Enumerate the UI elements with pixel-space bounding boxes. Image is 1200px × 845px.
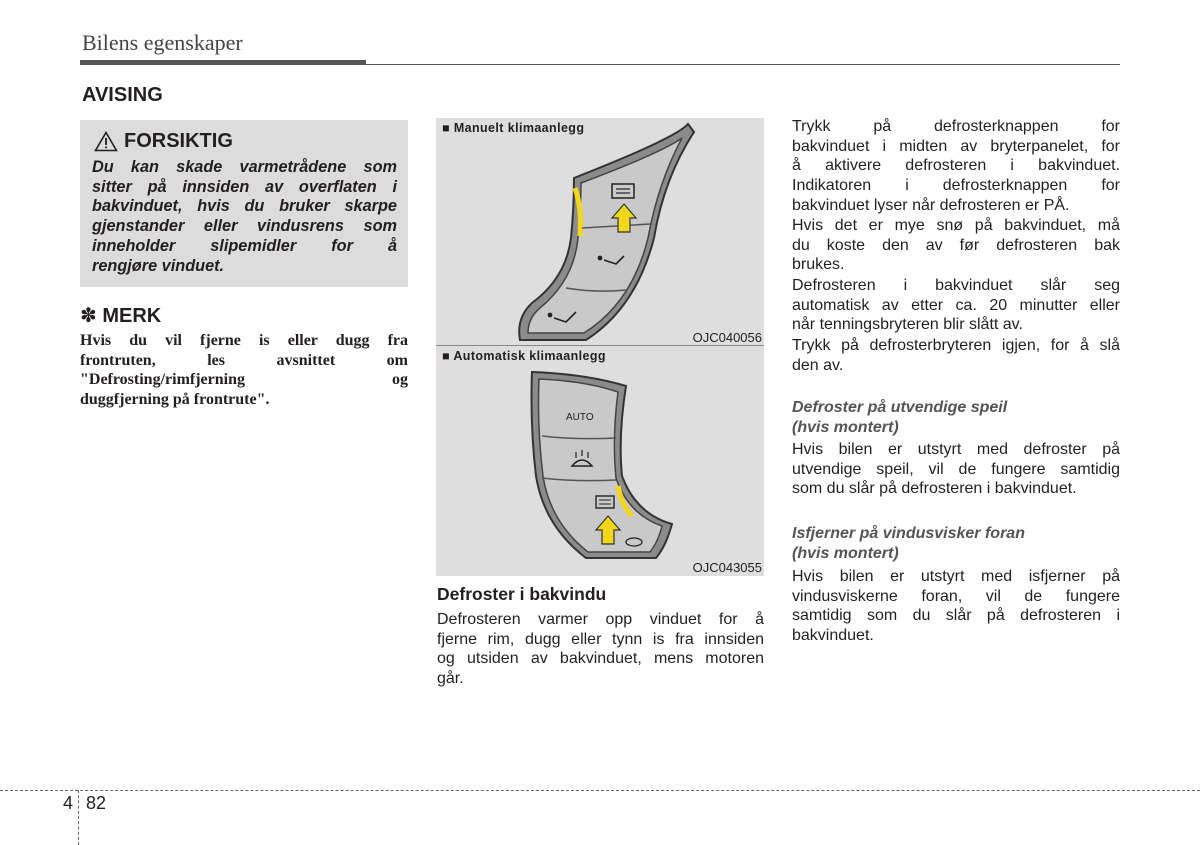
text-line: bakvinduet. xyxy=(792,627,874,645)
rear-defroster-text xyxy=(437,610,764,688)
text-line: Trykk på defrosterknappen for xyxy=(792,118,1120,135)
text-line: Hvis bilen er utstyrt med defroster på xyxy=(792,441,1120,458)
caution-line: Du kan skade varmetrådene som xyxy=(92,158,397,176)
mirror-defroster-heading xyxy=(792,398,1120,437)
caution-title: FORSIKTIG xyxy=(124,130,233,152)
wiper-deicer-text xyxy=(792,567,1120,646)
text-line: Hvis bilen er utstyrt med isfjerner på xyxy=(792,568,1120,585)
text-line: bakvinduet i midten av bryterpanelet, for xyxy=(792,137,1120,155)
text-line: Hvis det er mye snø på bakvinduet, må xyxy=(792,217,1120,234)
text-line: utvendige speil, vil de fungere samtidig xyxy=(792,460,1120,478)
text-line: fjerne rim, dugg eller tynn is fra innsiden xyxy=(437,630,764,648)
right-paragraph-4 xyxy=(792,336,1120,375)
text-line: Defroster på utvendige speil xyxy=(792,399,1008,416)
figure-automatic-climate xyxy=(436,346,764,576)
text-line: Defrosteren varmer opp vinduet for å xyxy=(437,611,764,628)
chapter-number: 4 xyxy=(63,793,74,813)
text-line: du koste den av før defrosteren bak xyxy=(792,236,1120,254)
text-line: (hvis montert) xyxy=(792,418,899,436)
auto-button-label: AUTO xyxy=(566,412,594,423)
text-line: Trykk på defrosterbryteren igjen, for å slå xyxy=(792,337,1120,354)
header-rule-thin xyxy=(366,64,1120,65)
caution-line: gjenstander eller vindusrens som xyxy=(92,217,397,236)
figure-caption: ■ Automatisk klimaanlegg xyxy=(442,349,606,363)
figure-manual-climate xyxy=(436,118,764,346)
text-line: (hvis montert) xyxy=(792,544,899,562)
footer-divider xyxy=(78,790,79,845)
note-line: "Defrosting/rimfjerning og xyxy=(80,371,408,388)
mirror-defroster-text xyxy=(792,440,1120,499)
caution-line: sitter på innsiden av overflaten i xyxy=(92,177,397,196)
note-heading: ✽ MERK xyxy=(80,305,162,327)
manual-switch-panel-illustration xyxy=(436,118,764,346)
section-heading: AVISING xyxy=(82,84,163,106)
text-line: Indikatoren i defrosterknappen for xyxy=(792,177,1120,195)
note-text xyxy=(80,331,408,409)
right-paragraph-3 xyxy=(792,276,1120,335)
figure-code: OJC040056 xyxy=(692,330,762,345)
caution-title-row xyxy=(94,130,233,153)
right-paragraph-1 xyxy=(792,117,1120,216)
text-line: og utsiden av bakvinduet, mens motoren xyxy=(437,650,764,667)
caution-line: inneholder slipemidler for å xyxy=(92,236,397,255)
rear-defroster-heading: Defroster i bakvindu xyxy=(437,584,607,604)
text-line: den av. xyxy=(792,356,844,374)
text-line: automatisk av etter ca. 20 minutter eller xyxy=(792,296,1120,314)
text-line: samtidig som du slår på defrosteren i xyxy=(792,607,1120,625)
text-line: går. xyxy=(437,669,464,687)
figure-code: OJC043055 xyxy=(692,560,762,575)
text-line: Isfjerner på vindusvisker foran xyxy=(792,525,1025,542)
right-paragraph-2 xyxy=(792,216,1120,275)
chapter-title: Bilens egenskaper xyxy=(82,30,243,55)
text-line: brukes. xyxy=(792,256,845,274)
text-line: som du slår på defrosteren i bakvinduet. xyxy=(792,480,1077,498)
note-line: Hvis du vil fjerne is eller dugg fra xyxy=(80,332,408,349)
text-line: bakvinduet lyser når defrosteren er PÅ. xyxy=(792,196,1070,214)
figure-caption: ■ Manuelt klimaanlegg xyxy=(442,121,585,135)
note-line: duggfjerning på frontrute". xyxy=(80,390,270,408)
caution-line: rengjøre vinduet. xyxy=(92,256,225,275)
footer-rule xyxy=(0,790,1200,791)
caution-box xyxy=(80,120,408,287)
text-line: vindusviskerne foran, vil de fungere xyxy=(792,587,1120,605)
automatic-switch-panel-illustration xyxy=(436,346,764,576)
note-line: frontruten, les avsnittet om xyxy=(80,351,408,369)
text-line: når tenningsbryteren blir slått av. xyxy=(792,316,1023,334)
text-line: Defrosteren i bakvinduet slår seg xyxy=(792,277,1120,294)
page-number: 82 xyxy=(86,793,107,813)
caution-text xyxy=(92,158,397,276)
caution-line: bakvinduet, hvis du bruker skarpe xyxy=(92,197,397,216)
text-line: å aktivere defrosteren i bakvinduet. xyxy=(792,157,1120,175)
wiper-deicer-heading xyxy=(792,524,1120,563)
warning-triangle-icon xyxy=(94,131,118,152)
header-rule-thick xyxy=(80,60,366,65)
